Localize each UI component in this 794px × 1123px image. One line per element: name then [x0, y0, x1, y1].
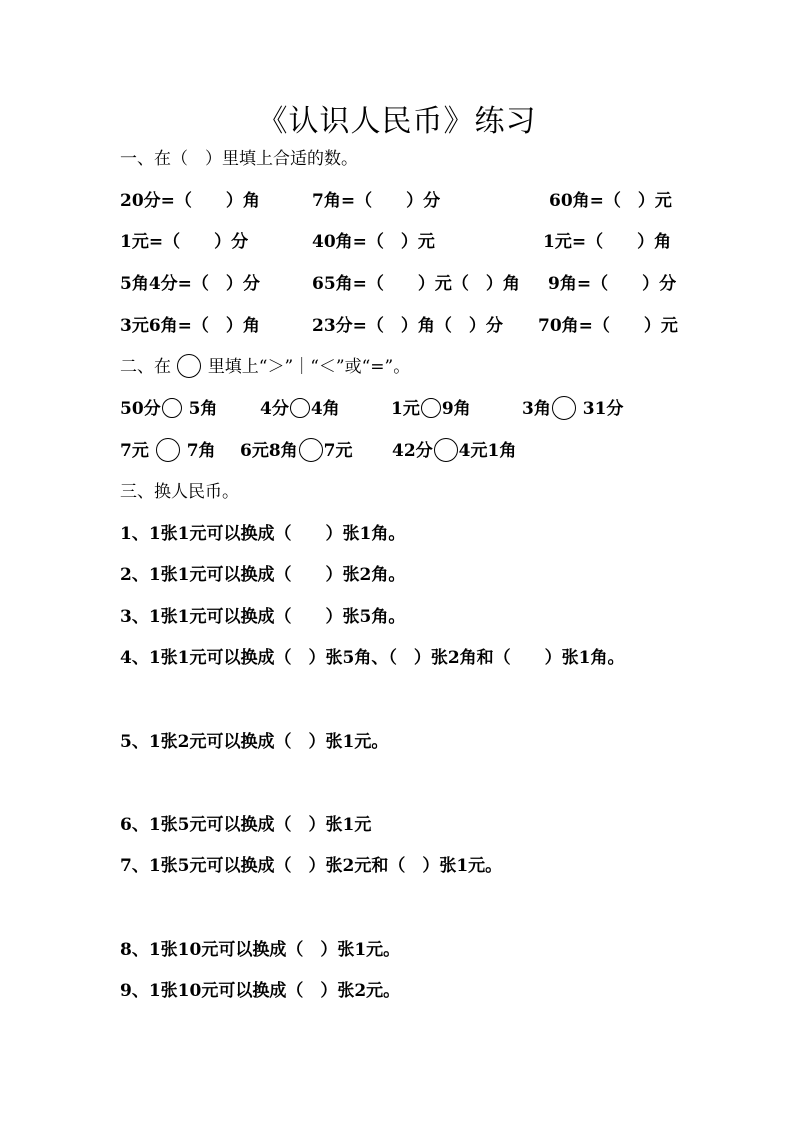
- compare-right: 31分: [582, 399, 624, 419]
- exercise-item: 60角=（ ）元: [549, 191, 672, 211]
- compare-left: 4分: [260, 399, 289, 419]
- compare-item: [260, 396, 340, 422]
- compare-item: [391, 396, 471, 422]
- compare-left: 6元8角: [240, 441, 298, 461]
- compare-right: 4角: [310, 399, 340, 419]
- compare-right: 9角: [441, 399, 471, 419]
- exchange-item: 5、1张2元可以换成（ ）张1元。: [120, 732, 389, 752]
- section2-heading-part1: 二、在: [120, 357, 171, 377]
- compare-left: 50分: [120, 399, 161, 419]
- section3-heading: 三、换人民币。: [120, 482, 239, 502]
- page-title: 《认识人民币》练习: [257, 104, 537, 139]
- section2-heading-part2: 里填上“＞”｜“＜”或“=”。: [207, 357, 411, 377]
- compare-item: [522, 396, 623, 422]
- exercise-item: 1元=（ ）分: [120, 232, 249, 252]
- section1-heading: 一、在（ ）里填上合适的数。: [120, 149, 358, 169]
- compare-circle[interactable]: [162, 398, 182, 418]
- compare-left: 1元: [391, 399, 420, 419]
- exercise-item: 20分=（ ）角: [120, 191, 260, 211]
- exercise-item: 7角=（ ）分: [312, 191, 441, 211]
- exchange-item: 2、1张1元可以换成（ ）张2角。: [120, 565, 406, 585]
- exchange-item: 4、1张1元可以换成（ ）张5角、（ ）张2角和（ ）张1角。: [120, 648, 625, 668]
- compare-circle[interactable]: [299, 438, 323, 462]
- compare-circle[interactable]: [156, 438, 180, 462]
- compare-right: 7角: [186, 441, 216, 461]
- exchange-item: 9、1张10元可以换成（ ）张2元。: [120, 981, 401, 1001]
- section2-heading: [120, 354, 410, 380]
- compare-left: 42分: [392, 441, 433, 461]
- exercise-item: 5角4分=（ ）分: [120, 274, 260, 294]
- compare-left: 3角: [522, 399, 551, 419]
- compare-item: [392, 438, 516, 464]
- compare-right: 7元: [323, 441, 353, 461]
- exchange-item: 6、1张5元可以换成（ ）张1元: [120, 815, 372, 835]
- compare-circle[interactable]: [552, 396, 576, 420]
- compare-circle[interactable]: [290, 398, 310, 418]
- exercise-item: 40角=（ ）元: [312, 232, 435, 252]
- exercise-item: 1元=（ ）角: [543, 232, 672, 252]
- exercise-item: 3元6角=（ ）角: [120, 316, 260, 336]
- compare-circle[interactable]: [421, 398, 441, 418]
- compare-item: [120, 438, 216, 464]
- exchange-item: 1、1张1元可以换成（ ）张1角。: [120, 524, 406, 544]
- exchange-item: 8、1张10元可以换成（ ）张1元。: [120, 940, 401, 960]
- circle-blank-icon: [177, 354, 201, 378]
- exchange-item: 7、1张5元可以换成（ ）张2元和（ ）张1元。: [120, 856, 503, 876]
- compare-circle[interactable]: [434, 438, 458, 462]
- exercise-item: 9角=（ ）分: [548, 274, 677, 294]
- compare-right: 4元1角: [458, 441, 517, 461]
- compare-left: 7元: [120, 441, 149, 461]
- exchange-item: 3、1张1元可以换成（ ）张5角。: [120, 607, 406, 627]
- compare-item: [240, 438, 353, 464]
- exercise-item: 23分=（ ）角（ ）分: [312, 316, 503, 336]
- compare-right: 5角: [188, 399, 218, 419]
- compare-item: [120, 396, 217, 422]
- exercise-item: 70角=（ ）元: [538, 316, 678, 336]
- exercise-item: 65角=（ ）元（ ）角: [312, 274, 520, 294]
